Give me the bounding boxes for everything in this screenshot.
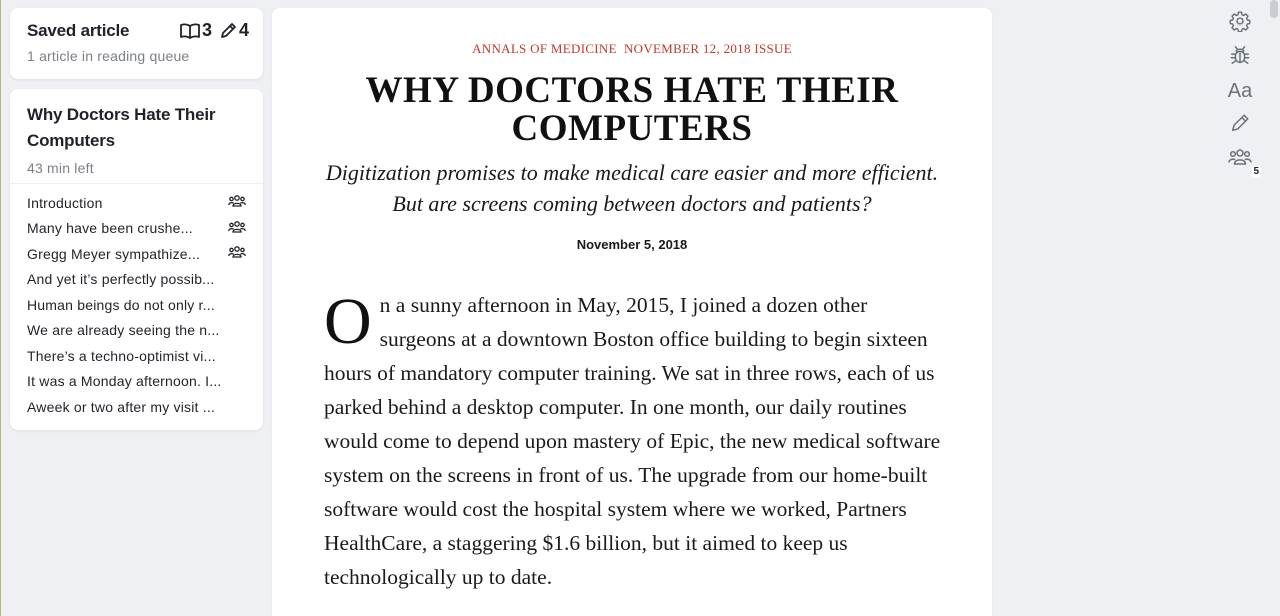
toc-item[interactable] — [10, 267, 263, 293]
article-header[interactable] — [10, 89, 263, 184]
people-icon — [228, 194, 246, 211]
toc-item-label: Aweek or two after my visit ... — [27, 398, 215, 415]
toc-item-label: There’s a techno-optimist vi... — [27, 347, 216, 364]
debug-button[interactable] — [1227, 44, 1253, 70]
people-icon — [228, 220, 246, 237]
kicker-issue: NOVEMBER 12, 2018 ISSUE — [623, 41, 792, 56]
kicker-section: ANNALS OF MEDICINE — [472, 41, 617, 56]
gear-icon — [1229, 10, 1251, 37]
article-card — [10, 89, 263, 430]
toc-item-label: Human beings do not only r... — [27, 296, 215, 313]
toc-item-label: We are already seeing the n... — [27, 322, 220, 339]
toc-item[interactable] — [10, 190, 263, 216]
reader-panel — [272, 8, 992, 616]
toc-item-label: Gregg Meyer sympathize... — [27, 245, 201, 262]
article-title: Why Doctors Hate Their Computers — [27, 105, 216, 150]
pen-stat — [219, 20, 249, 41]
bug-icon — [1229, 44, 1251, 71]
toc-item[interactable] — [10, 369, 263, 395]
settings-button[interactable] — [1227, 10, 1253, 36]
collaborators-button[interactable] — [1227, 146, 1259, 177]
saved-title: Saved article — [27, 20, 130, 40]
toc-item-label: Many have been crushe... — [27, 220, 193, 237]
people-icon — [228, 245, 246, 262]
toc-item[interactable] — [10, 394, 263, 420]
saved-subtitle: 1 article in reading queue — [27, 48, 190, 64]
article-headline: WHY DOCTORS HATE THEIR COMPUTERS — [365, 70, 899, 149]
font-size-icon: Aa — [1227, 79, 1253, 102]
toc-item-label: Introduction — [27, 194, 103, 211]
pen-count: 4 — [238, 20, 249, 40]
font-settings-button[interactable] — [1227, 78, 1253, 104]
article-kicker — [272, 41, 992, 57]
article-dek: Digitization promises to make medical care easier and more efficient. But are screens coming between doctors and patients? — [325, 160, 939, 216]
collaborator-count-badge: 5 — [1253, 166, 1259, 177]
toc-item-label: It was a Monday afternoon. I... — [27, 373, 222, 390]
article-body[interactable] — [324, 285, 944, 594]
scrollbar[interactable] — [1268, 0, 1280, 616]
saved-stats — [176, 20, 249, 41]
book-icon — [180, 23, 200, 39]
toc-item-label: And yet it’s perfectly possib... — [27, 271, 215, 288]
toc-item[interactable] — [10, 216, 263, 242]
publish-date: November 5, 2018 — [576, 237, 688, 252]
toc-item[interactable] — [10, 292, 263, 318]
body-paragraph: n a sunny afternoon in May, 2015, I joined a dozen other surgeons at a downtown Boston office building to begin sixteen hours of mandatory computer training. We sat in three rows, each of us parked behind a desktop computer. In one month, our daily routines would come to depend upon mastery of Epic, the new medical software system on the screens in front of us. The upgrade from our home-built software would cost the hospital system where we worked, Partners HealthCare, a staggering $1.6 billion, but it aimed to keep us technologically up to date. — [324, 293, 941, 589]
saved-header — [27, 20, 249, 41]
people-icon — [1228, 147, 1252, 172]
book-stat — [180, 20, 212, 41]
saved-article-card[interactable] — [10, 8, 263, 79]
scrollbar-thumb[interactable] — [1270, 0, 1278, 18]
time-left: 43 min left — [27, 160, 94, 176]
window-edge — [0, 0, 1, 616]
toc-item[interactable] — [10, 318, 263, 344]
book-count: 3 — [201, 20, 212, 40]
toc-item[interactable] — [10, 343, 263, 369]
pencil-icon — [1229, 112, 1251, 139]
annotate-button[interactable] — [1227, 112, 1253, 138]
toc-item[interactable] — [10, 241, 263, 267]
drop-cap: O — [324, 285, 372, 358]
pencil-icon — [219, 22, 237, 40]
table-of-contents — [10, 184, 263, 420]
